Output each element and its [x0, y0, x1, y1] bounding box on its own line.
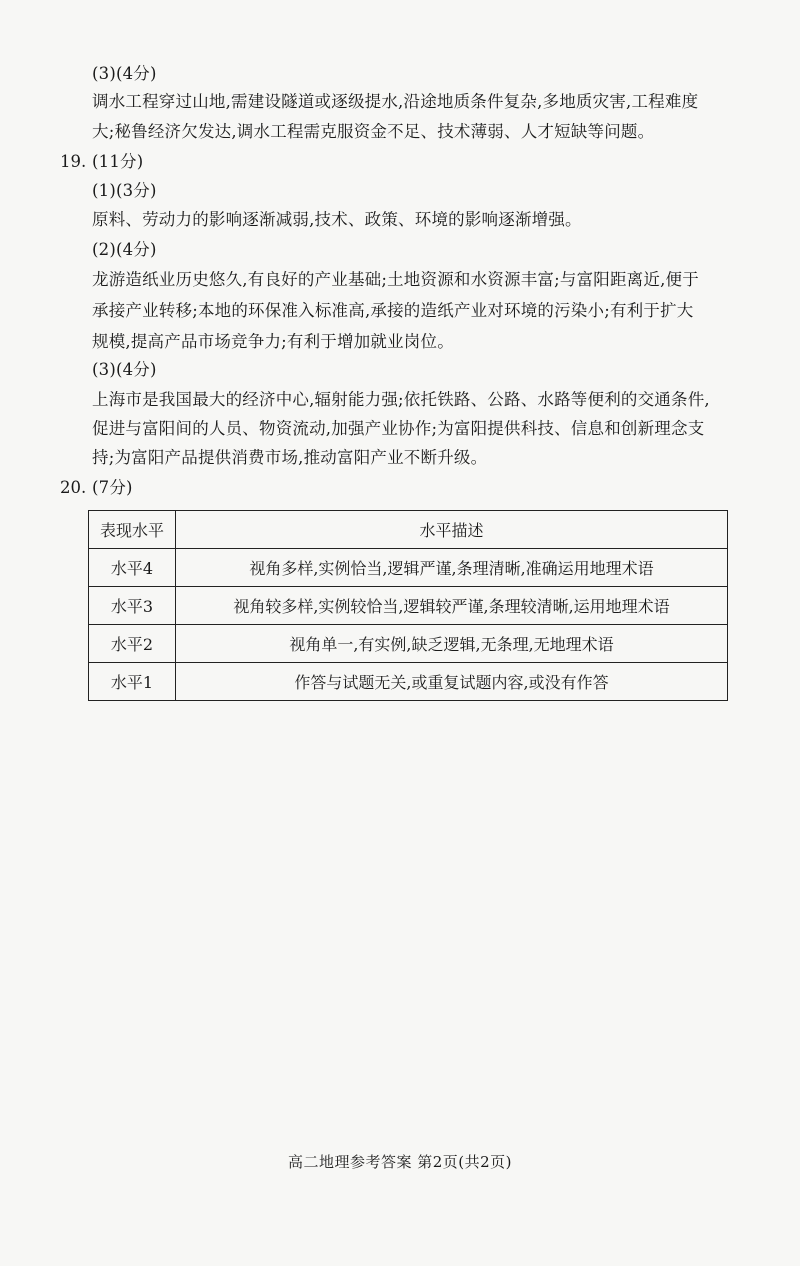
q19-part2-header: (2)(4分): [92, 240, 157, 259]
q19-part1-line: 原料、劳动力的影响逐渐减弱,技术、政策、环境的影响逐渐增强。: [92, 210, 582, 229]
performance-level-table: [88, 510, 728, 701]
q20-number: 20.: [60, 478, 87, 497]
q19-number: 19.: [60, 152, 87, 171]
q18-part3-line: 调水工程穿过山地,需建设隧道或逐级提水,沿途地质条件复杂,多地质灾害,工程难度: [92, 92, 699, 111]
table-cell-level: 水平2: [89, 625, 176, 663]
q19-part3-header: (3)(4分): [92, 360, 157, 379]
q20-score: (7分): [92, 478, 133, 497]
table-row: [89, 549, 728, 587]
q19-part2-line: 承接产业转移;本地的环保准入标准高,承接的造纸产业对环境的污染小;有利于扩大: [92, 301, 694, 320]
q18-part3-line: 大;秘鲁经济欠发达,调水工程需克服资金不足、技术薄弱、人才短缺等问题。: [92, 122, 655, 141]
table-header-row: [89, 511, 728, 549]
q19-part2-line: 龙游造纸业历史悠久,有良好的产业基础;土地资源和水资源丰富;与富阳距离近,便于: [92, 270, 699, 289]
table-row: [89, 587, 728, 625]
table-cell-description: 作答与试题无关,或重复试题内容,或没有作答: [176, 663, 728, 701]
q19-part1-header: (1)(3分): [92, 181, 157, 200]
q19-part3-line: 促进与富阳间的人员、物资流动,加强产业协作;为富阳提供科技、信息和创新理念支: [92, 419, 705, 438]
table-cell-description: 视角单一,有实例,缺乏逻辑,无条理,无地理术语: [176, 625, 728, 663]
table-header-cell: 表现水平: [89, 511, 176, 549]
q18-part3-header: (3)(4分): [92, 64, 157, 83]
q19-score: (11分): [92, 152, 144, 171]
q19-part2-line: 规模,提高产品市场竞争力;有利于增加就业岗位。: [92, 332, 454, 351]
page-footer: 高二地理参考答案 第2页(共2页): [287, 1153, 513, 1171]
table-cell-description: 视角多样,实例恰当,逻辑严谨,条理清晰,准确运用地理术语: [176, 549, 728, 587]
table-header-cell: 水平描述: [176, 511, 728, 549]
table-cell-level: 水平4: [89, 549, 176, 587]
table-cell-level: 水平1: [89, 663, 176, 701]
q19-part3-line: 上海市是我国最大的经济中心,辐射能力强;依托铁路、公路、水路等便利的交通条件,: [92, 390, 710, 409]
q19-part3-line: 持;为富阳产品提供消费市场,推动富阳产业不断升级。: [92, 448, 488, 467]
table-row: [89, 625, 728, 663]
table-row: [89, 663, 728, 701]
table-cell-description: 视角较多样,实例较恰当,逻辑较严谨,条理较清晰,运用地理术语: [176, 587, 728, 625]
table-cell-level: 水平3: [89, 587, 176, 625]
